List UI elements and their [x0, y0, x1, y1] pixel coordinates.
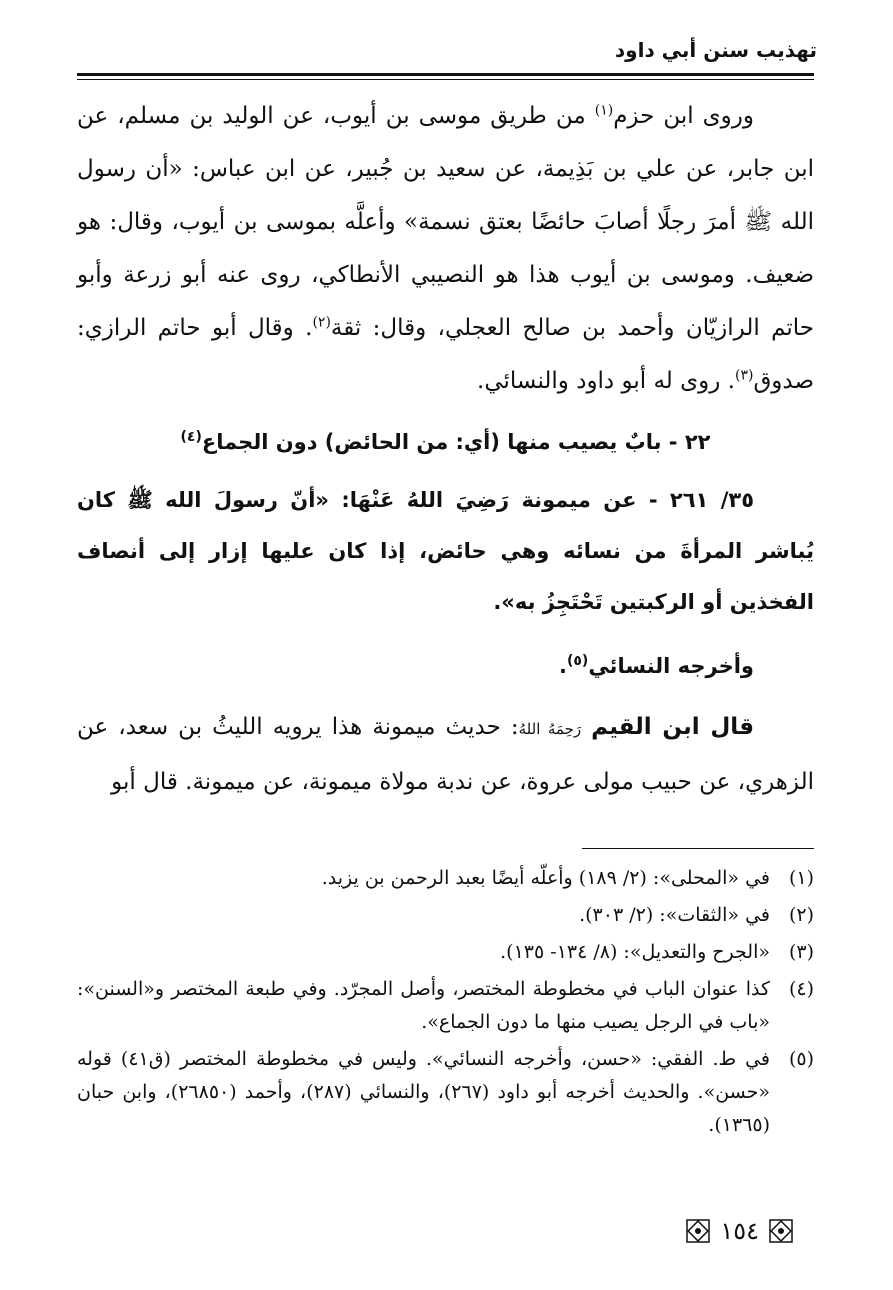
chapter-heading-text: ٢٢ - بابٌ يصيب منها (أي: من الحائض) دون الجماع	[201, 430, 711, 454]
footnote-text: «الجرح والتعديل»: (٨/ ١٣٤- ١٣٥).	[500, 941, 770, 963]
footnote-number: (٢)	[788, 904, 814, 926]
footnote-text: كذا عنوان الباب في مخطوطة المختصر، وأصل المجرّد. وفي طبعة المختصر و«السنن»: «باب في الرجل يصيب منها ما دون الجماع».	[77, 978, 770, 1033]
takhrij-end: .	[558, 654, 567, 678]
paragraph-text: . روى له أبو داود والنسائي.	[477, 368, 735, 394]
footnote-item	[77, 1043, 814, 1142]
speaker-name: قال ابن القيم	[591, 714, 755, 740]
footnote-text: في «الثقات»: (٢/ ٣٠٣).	[579, 904, 770, 926]
page-number: ١٥٤	[720, 1217, 759, 1245]
main-text	[77, 90, 814, 809]
footnote-number: (٣)	[788, 941, 814, 963]
paragraph-text: من طريق موسى بن أيوب، عن الوليد بن مسلم، عن ابن جابر، عن علي بن بَذِيمة، عن سعيد بن جُبير، عن ابن عباس: «أن رسول الله ﷺ أمرَ رجلًا أصابَ حائضًا بعتق نسمة» وأعلَّه بموسى بن أيوب، وقال: هو ضعيف. وموسى بن أيوب هذا هو النصيبي الأنطاكي، روى عنه أبو زرعة وأبو حاتم الرازيّان وأحمد بن صالح العجلي، وقال: ثقة	[77, 103, 814, 341]
honorific: رَحِمَهُ اللهُ	[518, 720, 582, 738]
running-header-title: تهذيب سنن أبي داود	[614, 38, 817, 62]
footnote-item	[77, 862, 814, 895]
footnote-number: (١)	[788, 867, 814, 889]
ornament-right-icon	[769, 1219, 793, 1243]
footnotes	[77, 862, 814, 1146]
paragraph-ibn-hazm	[77, 90, 814, 408]
takhrij-text: وأخرجه النسائي	[588, 654, 754, 678]
hadith-text: - عن ميمونة رَضِيَ اللهُ عَنْهَا: «أنّ رسولَ الله ﷺ كان يُباشر المرأةَ من نسائه وهي حائض، إذا كان عليها إزار إلى أنصاف الفخذين أو الركبتين تَحْتَجِزُ به».	[77, 488, 814, 614]
hadith-paragraph	[77, 475, 814, 628]
paragraph-ibn-qayyim	[77, 701, 814, 809]
footnote-number: (٥)	[788, 1048, 814, 1070]
paragraph-text: . وقال أبو حاتم الرازي: صدوق	[77, 315, 814, 394]
footnote-item	[77, 899, 814, 932]
ornament-left-icon	[686, 1219, 710, 1243]
hadith-number: ٣٥/ ٢٦١	[669, 488, 755, 512]
header-rule-thick	[77, 73, 814, 76]
takhrij-line	[77, 640, 814, 693]
footnote-ref-2[interactable]: (٢)	[312, 314, 331, 331]
header-rule-thin	[77, 79, 814, 80]
page-number-block	[686, 1217, 793, 1245]
footnote-ref-5[interactable]: (٥)	[566, 653, 589, 669]
footnote-ref-3[interactable]: (٣)	[734, 367, 754, 384]
footnote-separator	[582, 848, 814, 849]
footnote-ref-4[interactable]: (٤)	[180, 429, 202, 445]
footnote-number: (٤)	[788, 978, 814, 1000]
paragraph-text: وروى ابن حزم	[613, 103, 754, 129]
paragraph-text: : حديث ميمونة هذا يرويه الليثُ بن سعد، عن الزهري، عن حبيب مولى عروة، عن ندبة مولاة ميمونة، عن ميمونة. قال أبو	[77, 714, 814, 795]
footnote-item	[77, 936, 814, 969]
footnote-text: في «المحلى»: (٢/ ١٨٩) وأعلّه أيضًا بعبد الرحمن بن يزيد.	[321, 867, 770, 889]
footnote-text: في ط. الفقي: «حسن، وأخرجه النسائي». وليس في مخطوطة المختصر (ق٤١) قوله «حسن». والحديث أخرجه أبو داود (٢٦٧)، والنسائي (٢٨٧)، وأحمد (٢٦٨٥٠)، وابن حبان (١٣٦٥).	[77, 1048, 771, 1136]
footnote-item	[77, 973, 814, 1039]
chapter-heading	[77, 416, 814, 469]
footnote-ref-1[interactable]: (١)	[594, 102, 614, 119]
